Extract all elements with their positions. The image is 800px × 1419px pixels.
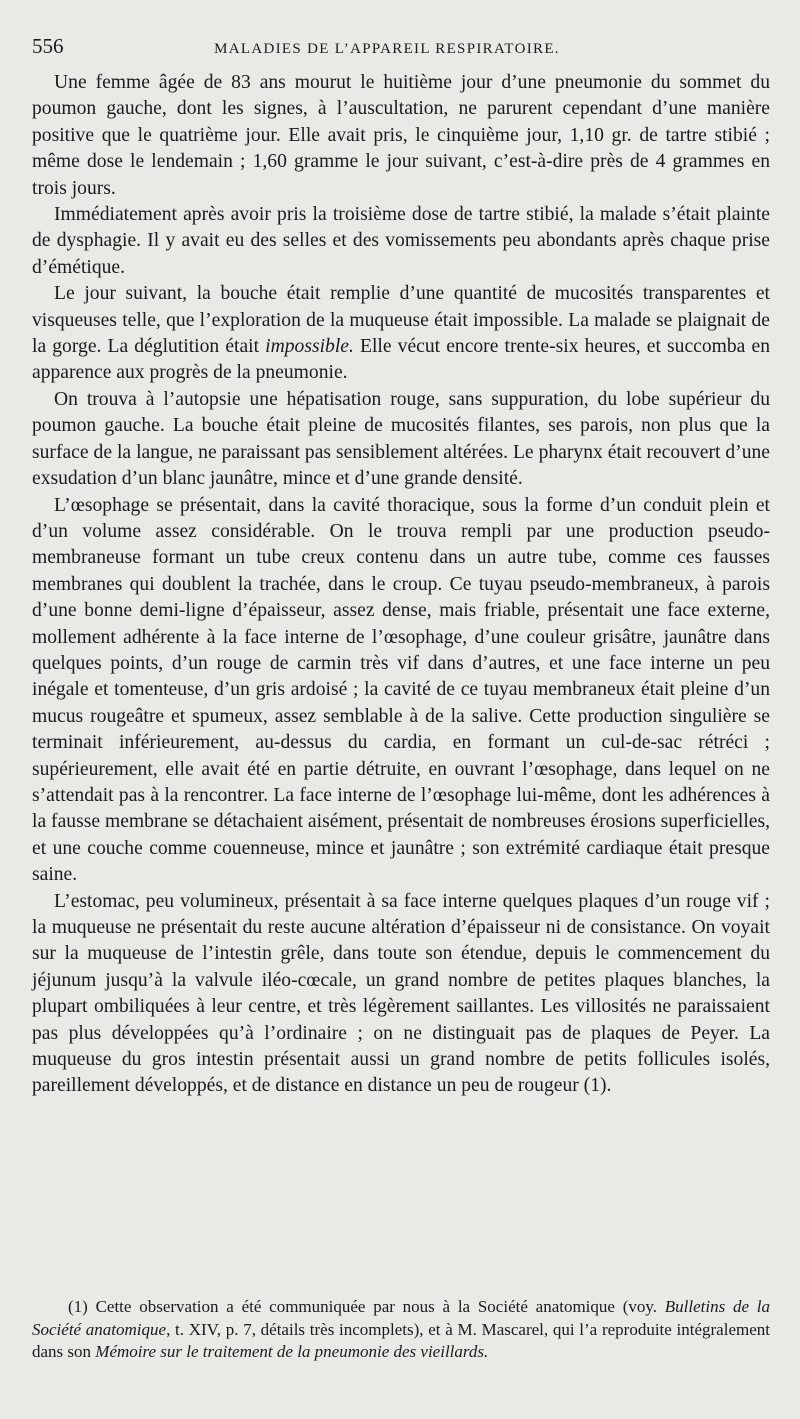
paragraph-3-text-end: Elle vécut encore trente-six heures, et succomba en apparence aux progrès de la pneumonie. [32, 336, 770, 384]
body-text [32, 70, 770, 1100]
paragraph-3-emphasis: impossible. [265, 336, 354, 358]
footnote-emphasis-bulletins: Bulletins de la Société anatomique [32, 1297, 770, 1339]
footnote-text-middle: , t. XIV, p. 7, détails très incomplets), et à M. Mascarel, qui l’a reproduite intégralement dans son [32, 1319, 770, 1361]
paragraph-5: L’œsophage se présentait, dans la cavité thoracique, sous la forme d’un conduit plein et d’un volume assez considérable. On le trouva rempli par une production pseudo-membraneuse formant un tube creux contenu dans un autre tube, comme ces fausses membranes qui doublent la trachée, dans le croup. Ce tuyau pseudo-membraneux, à parois d’une bonne demi-ligne d’épaisseur, assez dense, mais friable, présentait une face externe, mollement adhérente à la face interne de l’œsophage, d’une couleur grisâtre, jaunâtre dans quelques points, d’un rouge de carmin très vif dans d’autres, et une face interne un peu inégale et tomenteuse, d’un gris ardoisé ; la cavité de ce tuyau membraneux était pleine d’un mucus rougeâtre et spumeux, assez semblable à de la salive. Cette production singulière se terminait inférieurement, au-dessus du cardia, en formant un cul-de-sac rétréci ; supérieurement, elle avait été en partie détruite, en ouvrant l’œsophage, dans lequel on ne s’attendait pas à la rencontrer. La face interne de l’œsophage lui-même, dont les adhérences à la fausse membrane se détachaient aisément, présentait de nombreuses érosions superficielles, et une couche comme couenneuse, mince et jaunâtre ; son extrémité cardiaque était presque saine. [32, 494, 770, 886]
paragraph-3 [32, 281, 770, 387]
paragraph-4: On trouva à l’autopsie une hépatisation rouge, sans suppuration, du lobe supérieur du poumon gauche. La bouche était pleine de mucosités filantes, ses parois, non plus que la surface de la langue, ne paraissant pas sensiblement altérées. Le pharynx était recouvert d’une exsudation d’un blanc jaunâtre, mince et d’une grande densité. [32, 388, 770, 490]
chapter-title: MALADIES DE L’APPAREIL RESPIRATOIRE. [214, 41, 560, 57]
paragraph-1: Une femme âgée de 83 ans mourut le huitième jour d’une pneumonie du sommet du poumon gauche, dont les signes, à l’auscultation, ne parurent cependant d’une manière positive que le quatrième jour. Elle avait pris, le cinquième jour, 1,10 gr. de tartre stibié ; même dose le lendemain ; 1,60 gramme le jour suivant, c’est-à-dire près de 4 grammes en trois jours. [32, 72, 770, 199]
page-number: 556 [32, 34, 64, 58]
running-head [32, 34, 770, 62]
paragraph-6: L’estomac, peu volumineux, présentait à sa face interne quelques plaques d’un rouge vif ; la muqueuse ne présentait du reste aucune altération d’épaisseur ni de consistance. On voyait sur la muqueuse de l’intestin grêle, dans toute son étendue, depuis le commencement du jéjunum jusqu’à la valvule iléo-cœcale, un grand nombre de petites plaques blanches, la plupart ombiliquées à leur centre, et très légèrement saillantes. Les villosités ne paraissaient pas plus développées qu’à l’ordinaire ; on ne distinguait pas de plaques de Peyer. La muqueuse du gros intestin présentait aussi un grand nombre de petits follicules isolés, pareillement développés, et de distance en distance un peu de rougeur (1). [32, 890, 770, 1097]
footnote-emphasis-memoire: Mémoire sur le traitement de la pneumonie des vieillards. [95, 1342, 489, 1361]
paragraph-3-text: Le jour suivant, la bouche était remplie d’une quantité de mucosités transparentes et visqueuses telle, que l’exploration de la muqueuse était impossible. La malade se plaignait de la gorge. La déglutition était [32, 283, 770, 358]
footnote-text: (1) Cette observation a été communiquée par nous à la Société anatomique (voy. [68, 1297, 665, 1316]
footnotes [32, 1296, 770, 1364]
paragraph-2: Immédiatement après avoir pris la troisième dose de tartre stibié, la malade s’était plainte de dysphagie. Il y avait eu des selles et des vomissements peu abondants après chaque prise d’émétique. [32, 204, 770, 278]
footnote-1 [32, 1296, 770, 1364]
